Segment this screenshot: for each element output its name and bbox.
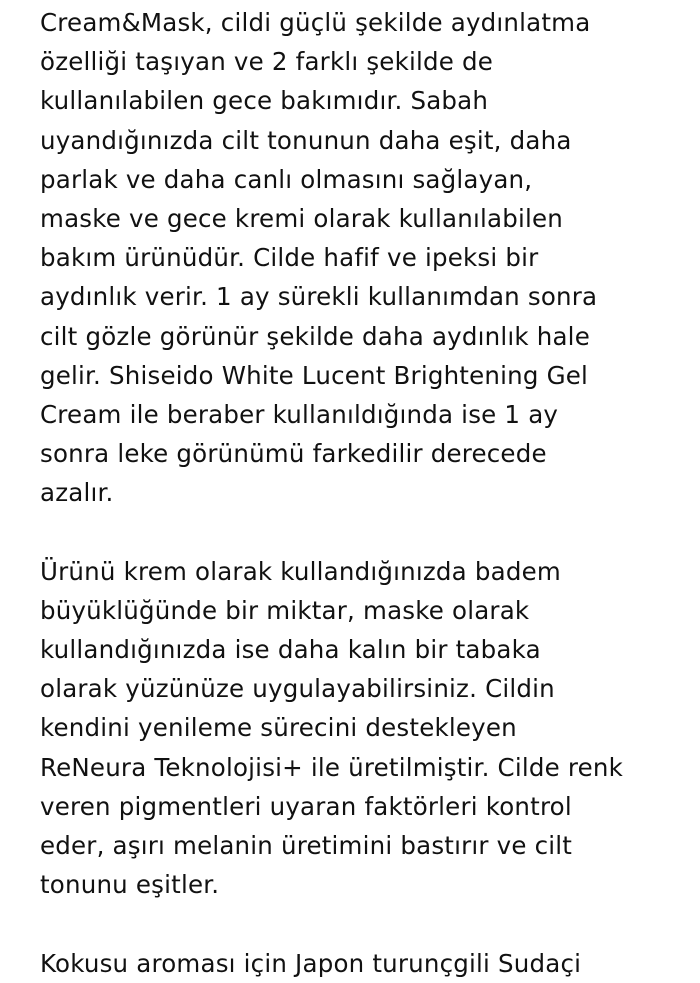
text-line: Kokusu aroması için Japon turunçgili Sudaçi (40, 948, 582, 978)
paragraph-3 (40, 944, 680, 983)
text-line: kullanılabilen gece bakımıdır. Sabah (40, 86, 489, 116)
text-line: Ürünü krem olarak kullandığınızda badem (40, 556, 561, 586)
text-line: eder, aşırı melanin üretimini bastırır ve cilt (40, 830, 573, 860)
text-line: Cream&Mask, cildi güçlü şekilde aydınlatma (40, 8, 591, 37)
paragraph-spacer (40, 904, 680, 943)
product-description (40, 0, 680, 983)
text-line: Cream ile beraber kullanıldığında ise 1 ay (40, 399, 559, 429)
text-line: aydınlık verir. 1 ay sürekli kullanımdan sonra (40, 282, 598, 312)
text-line: veren pigmentleri uyaran faktörleri kontrol (40, 791, 572, 821)
paragraph-2 (40, 552, 680, 905)
text-line: olarak yüzünüze uygulayabilirsiniz. Cildin (40, 674, 555, 704)
text-line: maske ve gece kremi olarak kullanılabilen (40, 203, 563, 233)
text-line: bakım ürünüdür. Cilde hafif ve ipeksi bir (40, 243, 539, 273)
text-line: azalır. (40, 478, 114, 508)
text-line: gelir. Shiseido White Lucent Brightening Gel (40, 360, 589, 390)
text-line: cilt gözle görünür şekilde daha aydınlık hale (40, 321, 590, 351)
text-line: kullandığınızda ise daha kalın bir tabaka (40, 635, 541, 664)
text-line: uyandığınızda cilt tonunun daha eşit, daha (40, 125, 572, 155)
text-line: sonra leke görünümü farkedilir derecede (40, 439, 547, 469)
text-line: büyüklüğünde bir miktar, maske olarak (40, 595, 530, 625)
paragraph-1 (40, 3, 680, 512)
text-line: kendini yenileme sürecini destekleyen (40, 713, 517, 743)
text-line: ReNeura Teknolojisi+ ile üretilmiştir. Cilde renk (40, 752, 624, 782)
text-line: tonunu eşitler. (40, 870, 220, 900)
text-line: özelliği taşıyan ve 2 farklı şekilde de (40, 47, 494, 77)
text-line: parlak ve daha canlı olmasını sağlayan, (40, 164, 533, 194)
paragraph-spacer (40, 512, 680, 551)
